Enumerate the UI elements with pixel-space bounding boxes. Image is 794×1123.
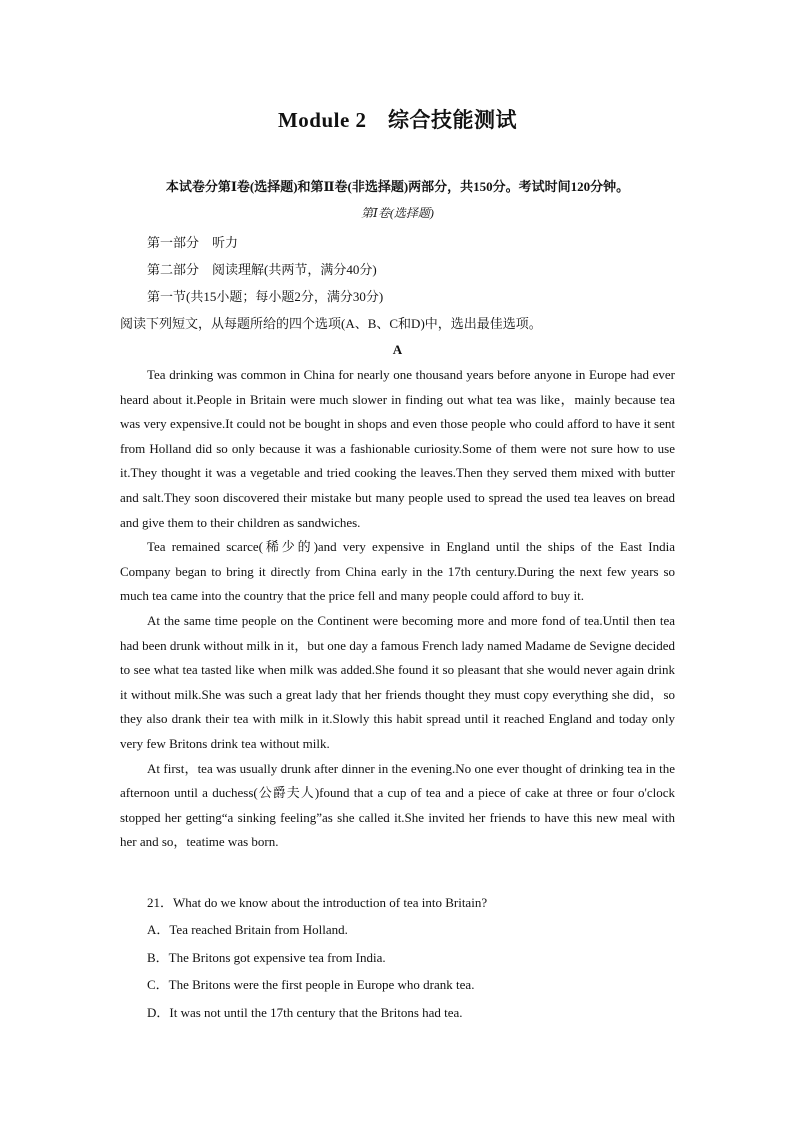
question-stem: 21．What do we know about the introduction of tea into Britain? xyxy=(147,895,488,910)
passage-paragraph: At the same time people on the Continent were becoming more and more fond of tea.Until then tea had been drunk without milk in it，but one day a famous French lady named Madame de Sevigne decided to see what tea tasted like when milk was added.She found it so pleasant that she would never again drink it without milk.She was such a great lady that her friends thought they must copy everything she did，so they also drank their tea with milk in it.Slowly this habit spread until it reached England and today only very few Britons drink tea without milk. xyxy=(120,612,675,751)
question-21 xyxy=(120,893,675,1030)
option-c: C．The Britons were the first people in Europe who drank tea. xyxy=(147,977,475,992)
passage-paragraph: Tea remained scarce(稀少的)and very expensive in England until the ships of the East India Company began to bring it directly from China early in the 17th century.During the next few years so much tea came into the country that the price fell and many people could afford to buy it. xyxy=(120,539,675,604)
option-a: A．Tea reached Britain from Holland. xyxy=(147,922,348,937)
option-b: B．The Britons got expensive tea from India. xyxy=(147,949,386,965)
passage-paragraph: At first，tea was usually drunk after dinner in the evening.No one ever thought of drinking tea in the afternoon until a duchess(公爵夫人)found that a cup of tea and a piece of cake at three or four o'clock stopped her getting“a sinking feeling”as she called it.She invited her friends to have this new meal with her and so，teatime was born. xyxy=(120,760,675,850)
page-title: Module 2 综合技能测试 xyxy=(277,108,518,132)
part-one-heading: 第一部分 听力 xyxy=(147,235,239,250)
option-d: D．It was not until the 17th century that the Britons had tea. xyxy=(147,1004,463,1020)
volume-title: 第Ⅰ卷(选择题) xyxy=(361,206,434,220)
reading-instruction: 阅读下列短文，从每题所给的四个选项(A、B、C和D)中，选出最佳选项。 xyxy=(120,316,542,331)
passage-paragraph: Tea drinking was common in China for nearly one thousand years before anyone in Europe had ever heard about it.People in Britain were much slower in finding out what tea was like，mainly because tea was very expensive.It could not be bought in shops and even those people who could afford to have it sent from Holland did so only because it was a fashionable curiosity.Some of them were not sure how to use it.They thought it was a vegetable and tried cooking the leaves.Then they served them mixed with butter and salt.They soon discovered their mistake but many people used to spread the used tea leaves on bread and give them to their children as sandwiches. xyxy=(120,367,675,530)
passage-label: A xyxy=(392,342,403,357)
section-one-heading: 第一节(共15小题；每小题2分，满分30分) xyxy=(147,289,384,304)
exam-info: 本试卷分第Ⅰ卷(选择题)和第Ⅱ卷(非选择题)两部分，共150分。考试时间120分钟。 xyxy=(165,179,630,194)
reading-passage xyxy=(120,363,675,855)
part-two-heading: 第二部分 阅读理解(共两节，满分40分) xyxy=(147,262,377,277)
